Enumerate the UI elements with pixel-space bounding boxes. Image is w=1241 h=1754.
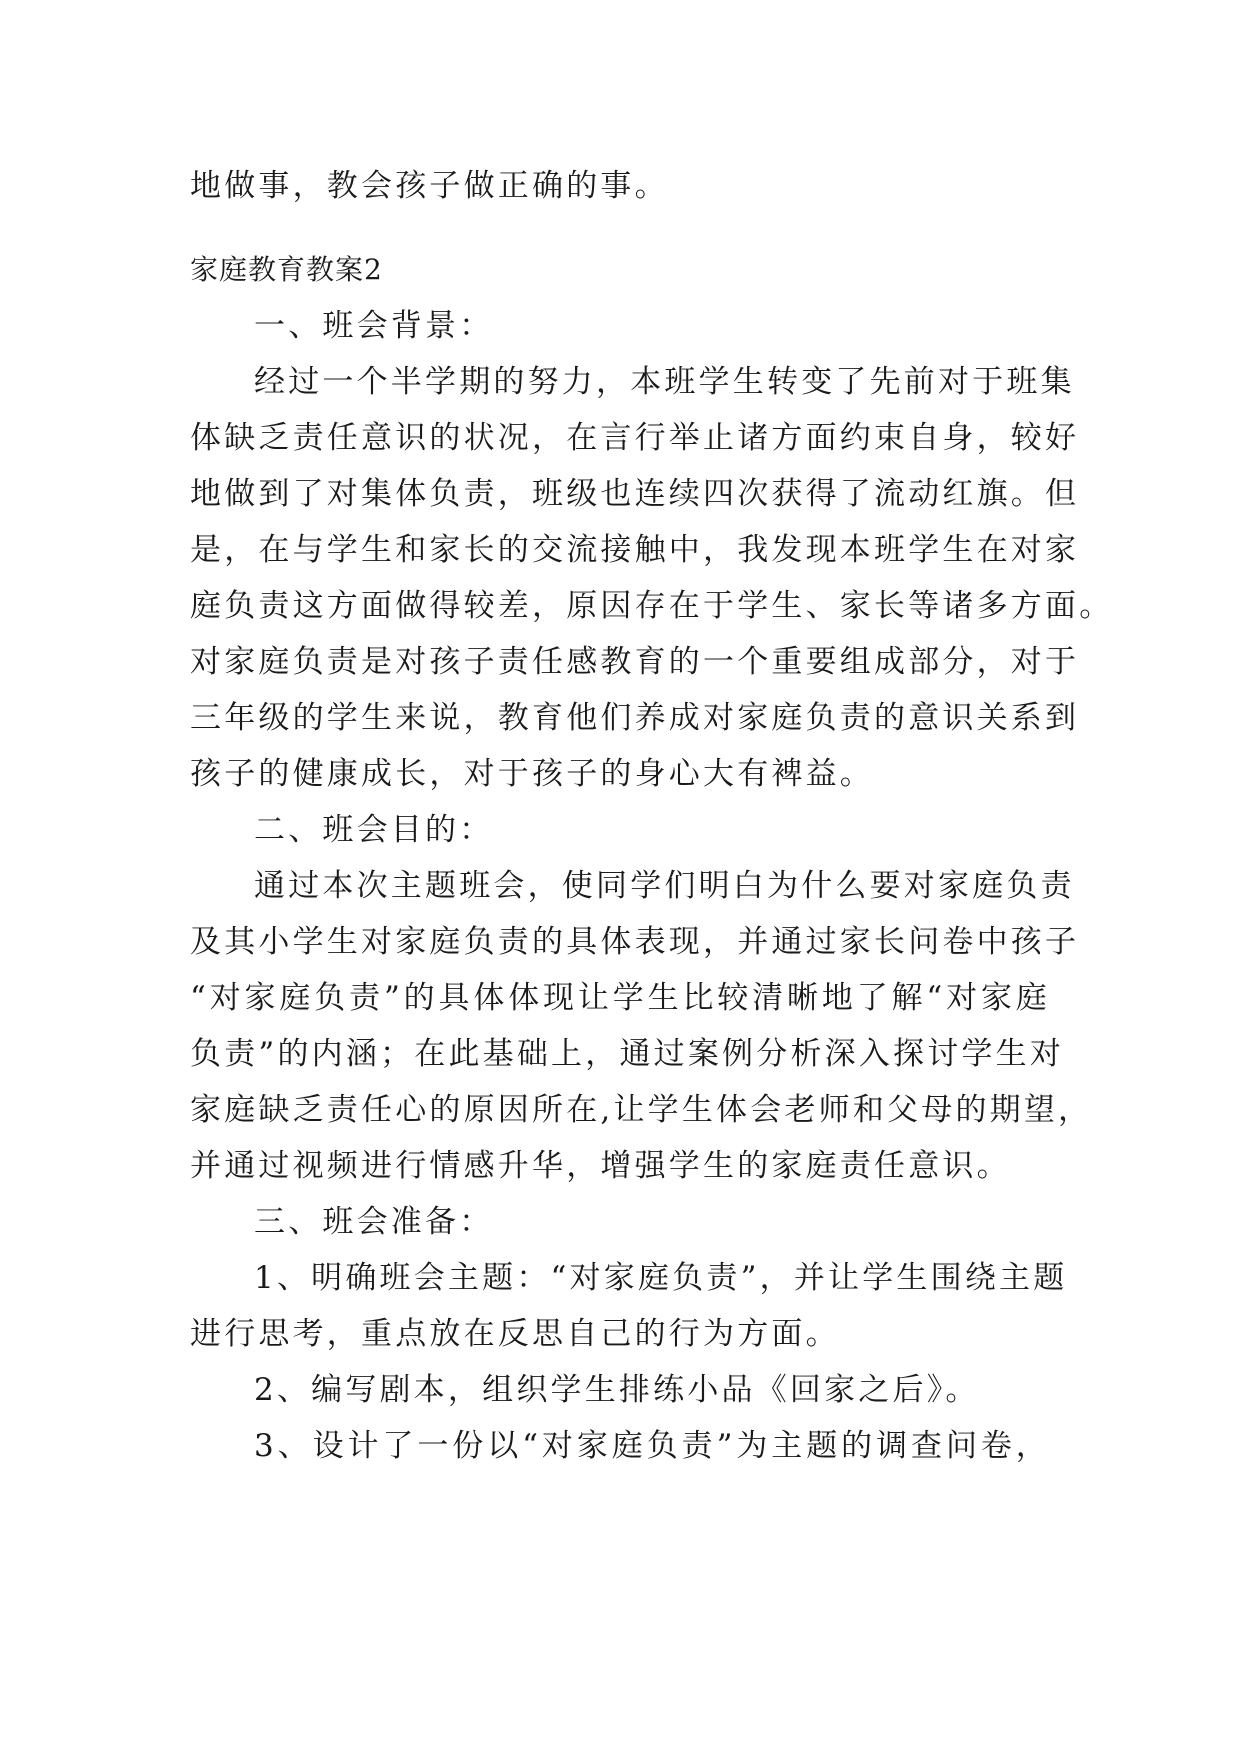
purpose-line: 负责”的内涵；在此基础上，通过案例分析深入探讨学生对 xyxy=(190,1036,1065,1072)
purpose-line: 及其小学生对家庭负责的具体表现，并通过家长问卷中孩子 xyxy=(190,924,1080,960)
background-line: 庭负责这方面做得较差，原因存在于学生、家长等诸多方面。 xyxy=(190,588,1114,624)
section-title: 家庭教育教案2 xyxy=(190,253,383,286)
preparation-line: 3、设计了一份以“对家庭负责”为主题的调查问卷， xyxy=(254,1428,1050,1464)
background-line: 对家庭负责是对孩子责任感教育的一个重要组成部分，对于 xyxy=(190,644,1080,680)
purpose-line: 家庭缺乏责任心的原因所在,让学生体会老师和父母的期望， xyxy=(190,1092,1093,1128)
purpose-line: 并通过视频进行情感升华，增强学生的家庭责任意识。 xyxy=(190,1148,1011,1184)
purpose-line: 通过本次主题班会，使同学们明白为什么要对家庭负责 xyxy=(254,868,1075,904)
preparation-line: 1、明确班会主题：“对家庭负责”，并让学生围绕主题 xyxy=(254,1260,1068,1296)
background-line: 体缺乏责任意识的状况，在言行举止诸方面约束自身，较好 xyxy=(190,420,1080,456)
purpose-line: “对家庭负责”的具体体现让学生比较清晰地了解“对家庭 xyxy=(190,980,1050,1016)
preparation-heading: 三、班会准备： xyxy=(254,1204,494,1240)
background-line: 经过一个半学期的努力，本班学生转变了先前对于班集 xyxy=(254,364,1075,400)
background-heading: 一、班会背景： xyxy=(254,308,494,344)
preparation-line: 2、编写剧本，组织学生排练小品《回家之后》。 xyxy=(254,1372,980,1408)
background-line: 三年级的学生来说，教育他们养成对家庭负责的意识关系到 xyxy=(190,700,1080,736)
preparation-line: 进行思考，重点放在反思自己的行为方面。 xyxy=(190,1316,840,1352)
purpose-heading: 二、班会目的： xyxy=(254,812,494,848)
background-line: 孩子的健康成长，对于孩子的身心大有裨益。 xyxy=(190,756,874,792)
background-line: 是，在与学生和家长的交流接触中，我发现本班学生在对家 xyxy=(190,532,1080,568)
background-line: 地做到了对集体负责，班级也连续四次获得了流动红旗。但 xyxy=(190,476,1080,512)
continuation-paragraph: 地做事，教会孩子做正确的事。 xyxy=(190,168,669,204)
